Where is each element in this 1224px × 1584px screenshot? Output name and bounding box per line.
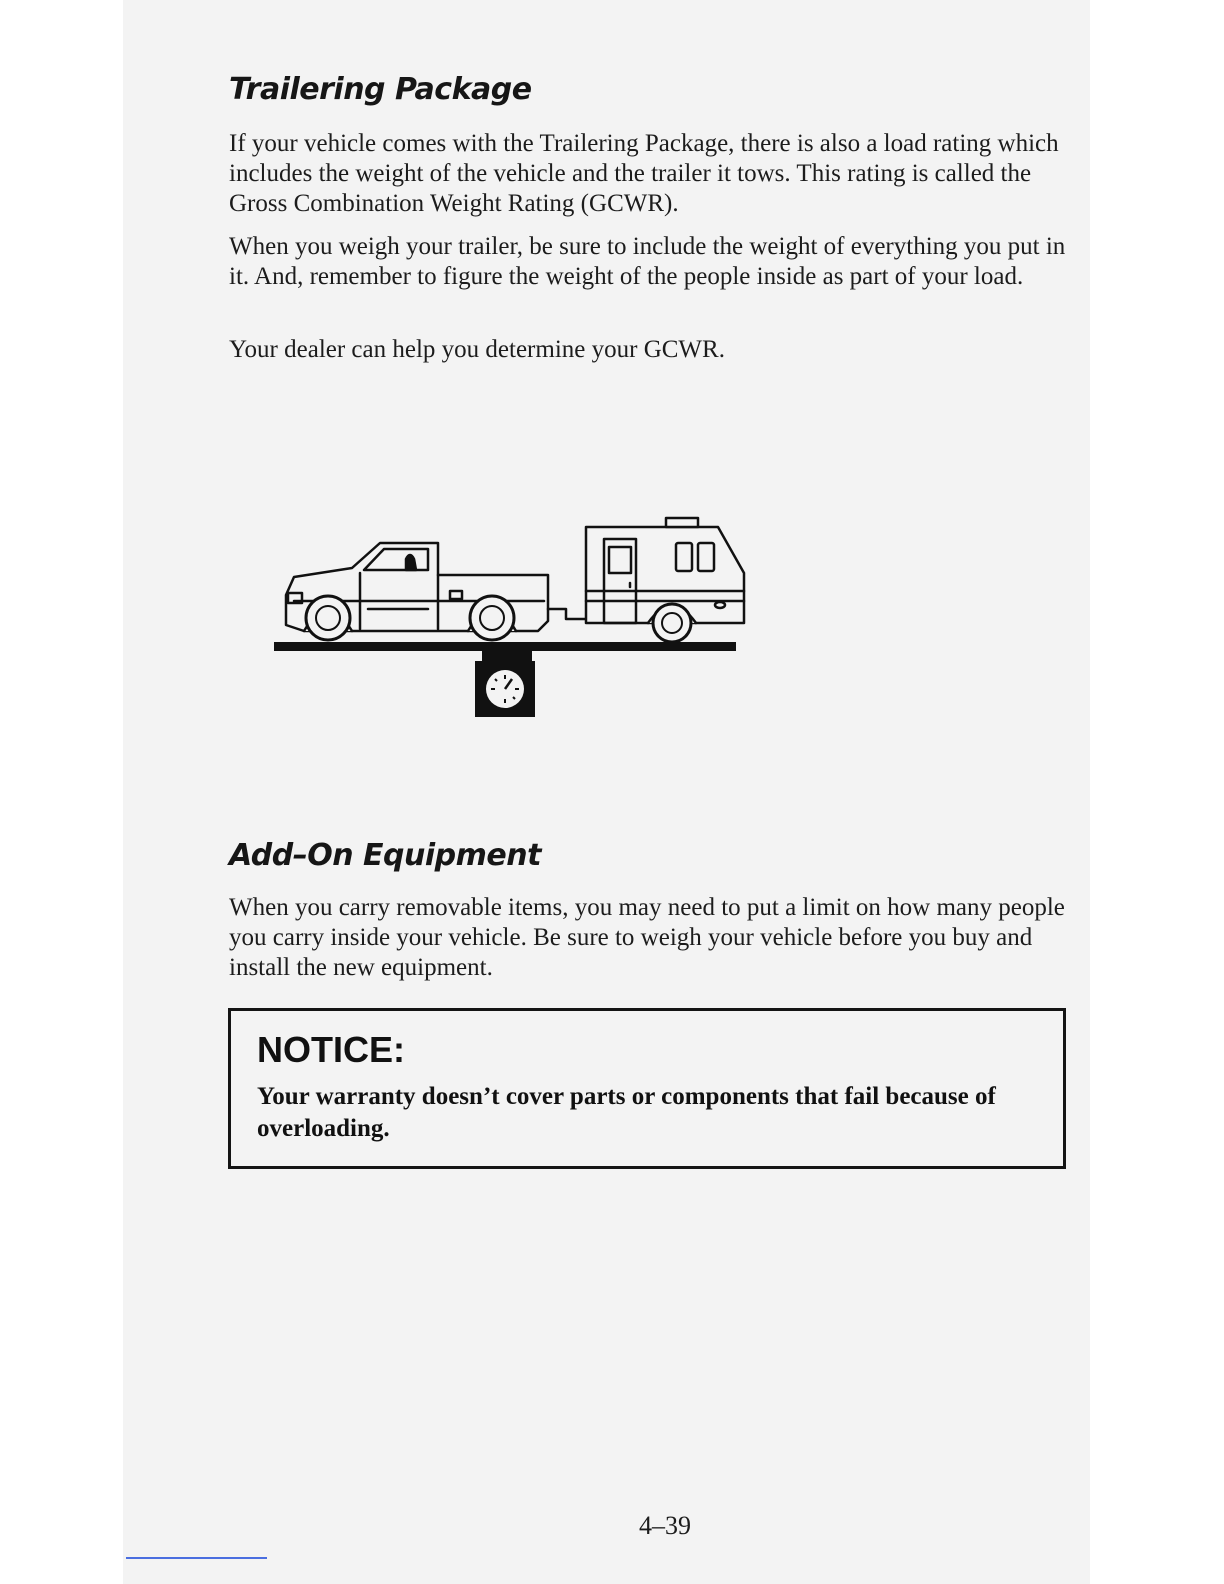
paragraph-dealer-help: Your dealer can help you determine your GCWR. [229,336,725,363]
section-heading-trailering-package: Trailering Package [229,72,532,107]
paragraph-removable-items: When you carry removable items, you may need to put a limit on how many people you carry inside your vehicle. Be sure to weigh your vehicle before you buy and install the new equipment. [229,894,1065,981]
paragraph-gcwr-definition: If your vehicle comes with the Trailering Package, there is also a load rating which includes the weight of the vehicle and the trailer it tows. This rating is called the Gross Combination Weight Rating (GCWR). [229,130,1059,217]
section-heading-add-on-equipment: Add–On Equipment [229,838,541,873]
page-number: 4–39 [639,1511,691,1540]
truck-trailer-scale-illustration [268,513,748,723]
notice-body: Your warranty doesn’t cover parts or components that fail because of overloading. [257,1083,996,1142]
notice-title: NOTICE: [257,1029,405,1070]
footer-rule [126,1557,267,1559]
paragraph-weigh-trailer: When you weigh your trailer, be sure to include the weight of everything you put in it. And, remember to figure the weight of the people inside as part of your load. [229,233,1066,290]
notice-box [228,1008,1066,1169]
